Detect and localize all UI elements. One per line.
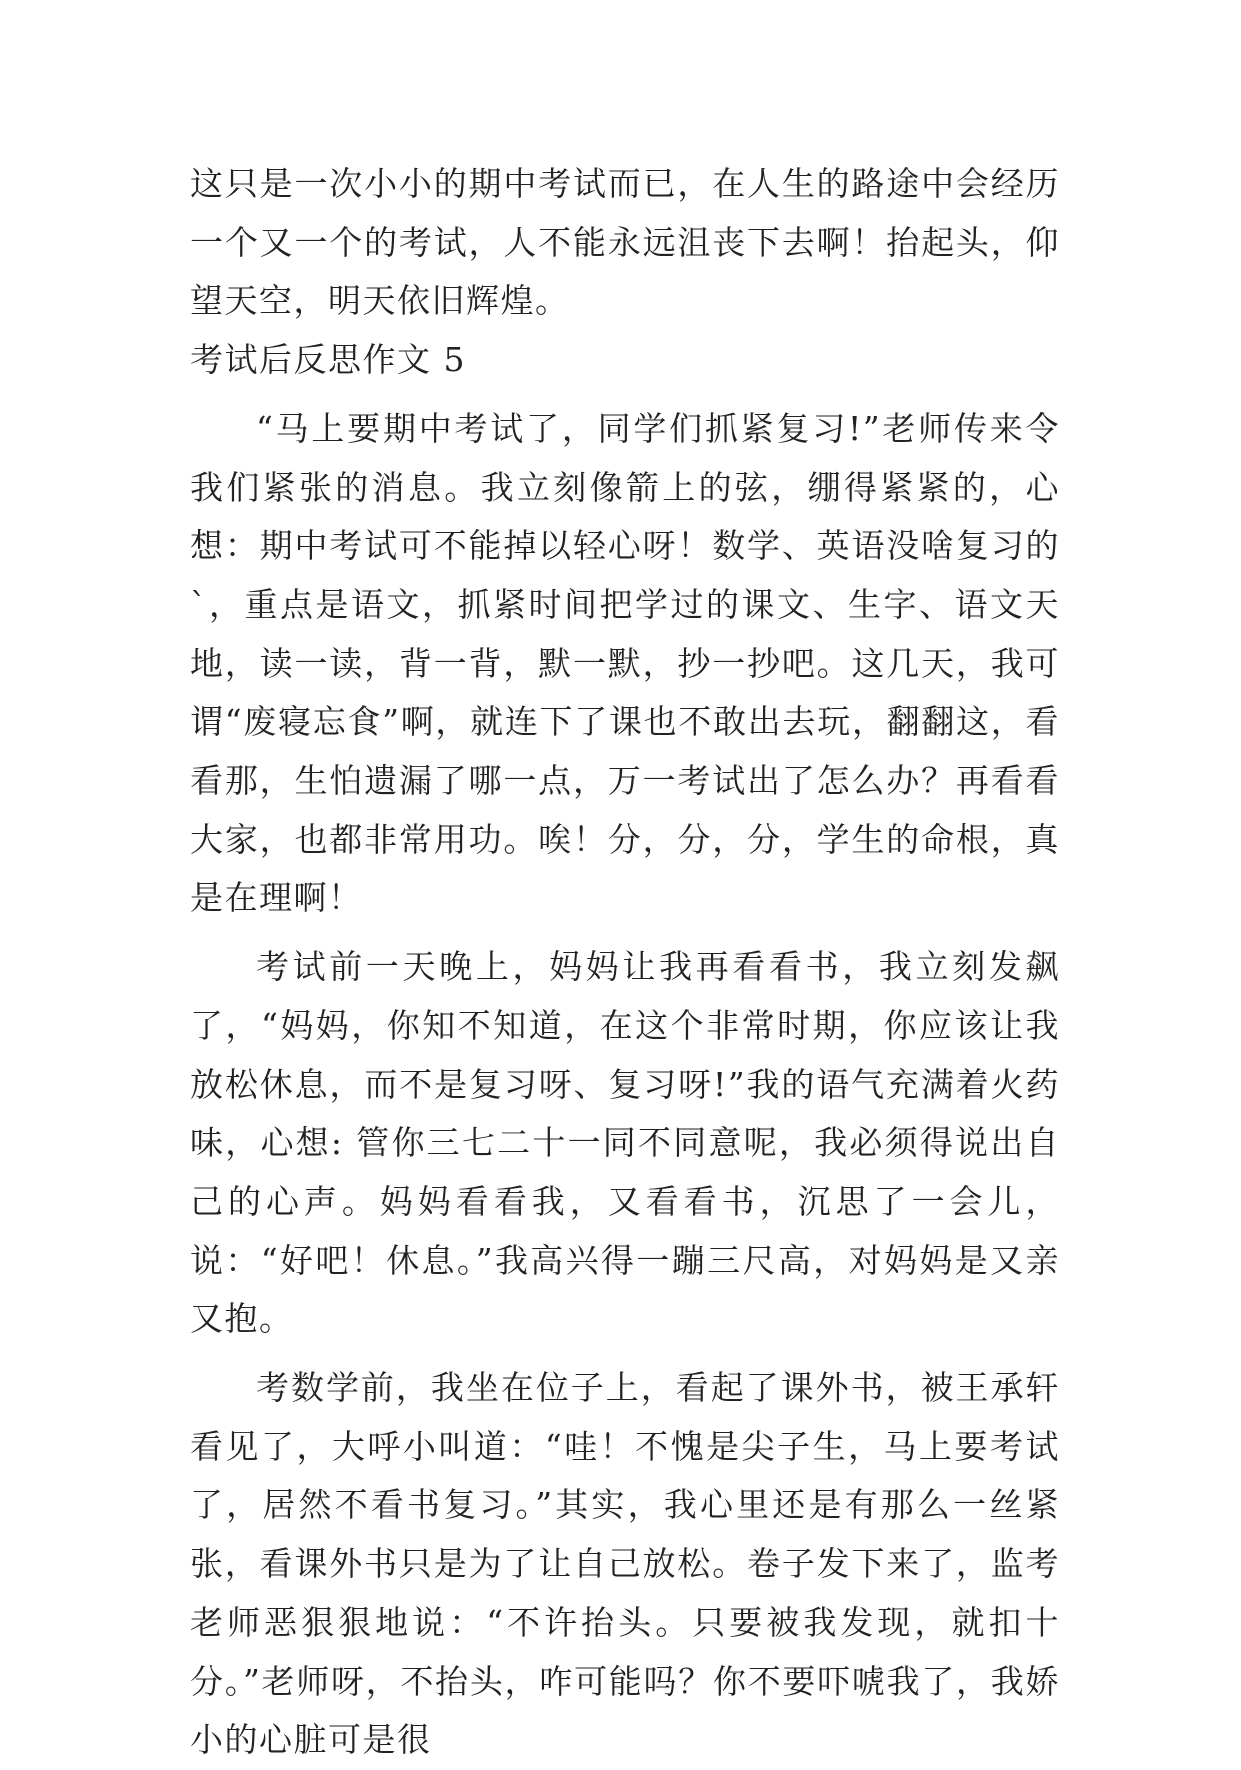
continuation-paragraph: 这只是一次小小的期中考试而已，在人生的路途中会经历一个又一个的考试，人不能永远沮丧下去啊！抬起头，仰望天空，明天依旧辉煌。 [190, 164, 1060, 321]
section-title: 考试后反思作文 5 [190, 340, 466, 380]
paragraph: “马上要期中考试了，同学们抓紧复习!”老师传来令我们紧张的消息。我立刻像箭上的弦，绷得紧紧的，心想：期中考试可不能掉以轻心呀！数学、英语没啥复习的`，重点是语文，抓紧时间把学过的课文、生字、语文天地，读一读，背一背，默一默，抄一抄吧。这几天，我可谓“废寝忘食”啊，就连下了课也不敢出去玩，翻翻这，看看那，生怕遗漏了哪一点，万一考试出了怎么办？再看看大家，也都非常用功。唉！分，分，分，学生的命根，真是在理啊！ [190, 408, 1060, 918]
paragraph: 考数学前，我坐在位子上，看起了课外书，被王承轩看见了，大呼小叫道：“哇！不愧是尖子生，马上要考试了，居然不看书复习。”其实，我心里还是有那么一丝紧张，看课外书只是为了让自己放松。卷子发下来了，监考老师恶狠狠地说：“不许抬头。只要被我发现，就扣十分。”老师呀，不抬头，咋可能吗？你不要吓唬我了，我娇小的心脏可是很 [190, 1368, 1060, 1760]
paragraph: 考试前一天晚上，妈妈让我再看看书，我立刻发飙了，“妈妈，你知不知道，在这个非常时期，你应该让我放松休息，而不是复习呀、复习呀!”我的语气充满着火药味，心想: 管你三七二十一同不同意呢，我必须得说出自己的心声。妈妈看看我，又看看书，沉思了一会儿，说：“好吧！休息。”我高兴得一蹦三尺高，对妈妈是又亲又抱。 [190, 947, 1060, 1339]
document-body [190, 155, 1060, 1770]
